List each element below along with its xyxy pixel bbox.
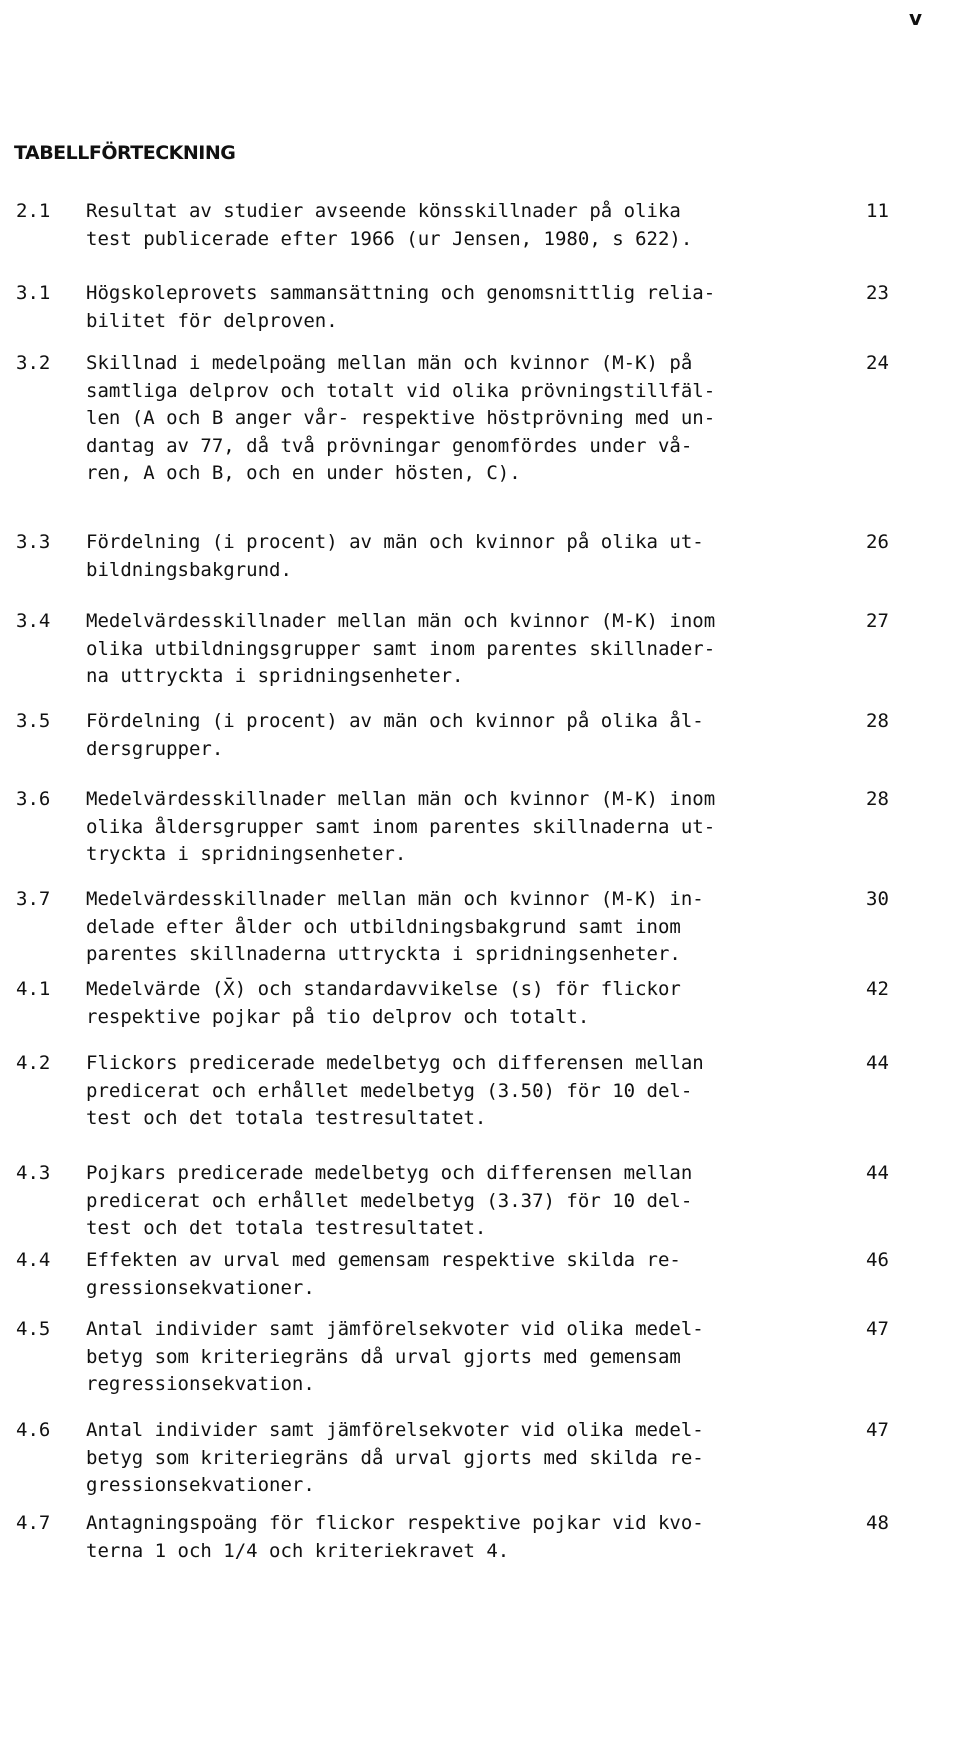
- caption-line: Pojkars predicerade medelbetyg och differensen mellan: [86, 1162, 693, 1184]
- table-number: 4.4: [16, 1249, 51, 1271]
- caption-line: Antagningspoäng för flickor respektive pojkar vid kvo-: [86, 1512, 704, 1534]
- table-number: 2.1: [16, 200, 51, 222]
- caption-line: dantag av 77, då två prövningar genomfördes under vå-: [86, 434, 693, 457]
- table-number: 4.3: [16, 1162, 51, 1184]
- table-caption: [86, 529, 826, 584]
- table-number: 3.5: [16, 710, 51, 732]
- page-reference: 27: [866, 610, 889, 632]
- page-reference: 42: [866, 978, 889, 1000]
- caption-line: Effekten av urval med gemensam respektive skilda re-: [86, 1249, 681, 1271]
- table-caption: [86, 1417, 826, 1500]
- table-number: 3.3: [16, 531, 51, 553]
- caption-line: respektive pojkar på tio delprov och totalt.: [86, 1005, 590, 1028]
- table-number: 4.5: [16, 1318, 51, 1340]
- table-caption: [86, 886, 826, 969]
- page-reference: 44: [866, 1162, 889, 1184]
- table-number: 3.1: [16, 282, 51, 304]
- caption-line: test publicerade efter 1966 (ur Jensen, 1980, s 622).: [86, 227, 693, 250]
- table-caption: [86, 1160, 826, 1243]
- table-number: 4.1: [16, 978, 51, 1000]
- page-reference: 28: [866, 788, 889, 810]
- table-caption: [86, 608, 826, 691]
- page-reference: 11: [866, 200, 889, 222]
- page-reference: 47: [866, 1419, 889, 1441]
- table-number: 4.7: [16, 1512, 51, 1534]
- caption-line: Fördelning (i procent) av män och kvinnor på olika ål-: [86, 710, 704, 732]
- page-reference: 24: [866, 352, 889, 374]
- table-number: 4.2: [16, 1052, 51, 1074]
- page-reference: 48: [866, 1512, 889, 1534]
- page-number: v: [908, 6, 922, 30]
- page-reference: 46: [866, 1249, 889, 1271]
- page-reference: 26: [866, 531, 889, 553]
- caption-line: predicerat och erhållet medelbetyg (3.50) för 10 del-: [86, 1079, 693, 1102]
- page-reference: 23: [866, 282, 889, 304]
- caption-line: Resultat av studier avseende könsskillnader på olika: [86, 200, 681, 222]
- caption-line: Antal individer samt jämförelsekvoter vid olika medel-: [86, 1419, 704, 1441]
- page-reference: 47: [866, 1318, 889, 1340]
- caption-line: dersgrupper.: [86, 737, 224, 760]
- table-number: 3.7: [16, 888, 51, 910]
- caption-line: bildningsbakgrund.: [86, 558, 292, 581]
- table-caption: [86, 1316, 826, 1399]
- table-caption: [86, 708, 826, 763]
- caption-line: gressionsekvationer.: [86, 1276, 315, 1299]
- table-caption: [86, 1050, 826, 1133]
- caption-line: betyg som kriteriegräns då urval gjorts med skilda re-: [86, 1446, 704, 1469]
- caption-line: predicerat och erhållet medelbetyg (3.37) för 10 del-: [86, 1189, 693, 1212]
- caption-line: olika åldersgrupper samt inom parentes skillnaderna ut-: [86, 815, 716, 838]
- caption-line: olika utbildningsgrupper samt inom parentes skillnader-: [86, 637, 716, 660]
- caption-line: betyg som kriteriegräns då urval gjorts med gemensam: [86, 1345, 681, 1368]
- table-number: 3.2: [16, 352, 51, 374]
- caption-line: delade efter ålder och utbildningsbakgrund samt inom: [86, 915, 681, 938]
- table-number: 3.6: [16, 788, 51, 810]
- caption-line: ren, A och B, och en under hösten, C).: [86, 462, 521, 484]
- caption-line: regressionsekvation.: [86, 1373, 315, 1395]
- caption-line: Fördelning (i procent) av män och kvinnor på olika ut-: [86, 531, 704, 553]
- caption-line: bilitet för delproven.: [86, 309, 338, 332]
- caption-line: tryckta i spridningsenheter.: [86, 843, 407, 865]
- table-caption: [86, 786, 826, 869]
- page-reference: 28: [866, 710, 889, 732]
- caption-line: test och det totala testresultatet.: [86, 1217, 487, 1239]
- table-number: 3.4: [16, 610, 51, 632]
- caption-line: Medelvärde (X̄) och standardavvikelse (s) för flickor: [86, 978, 681, 1000]
- caption-line: na uttryckta i spridningsenheter.: [86, 665, 464, 687]
- table-caption: [86, 280, 826, 335]
- caption-line: Flickors predicerade medelbetyg och differensen mellan: [86, 1052, 704, 1074]
- table-caption: [86, 1510, 826, 1565]
- caption-line: test och det totala testresultatet.: [86, 1107, 487, 1129]
- caption-line: Medelvärdesskillnader mellan män och kvinnor (M-K) inom: [86, 788, 716, 810]
- caption-line: samtliga delprov och totalt vid olika prövningstillfäl-: [86, 379, 716, 402]
- table-caption: [86, 350, 826, 488]
- caption-line: Högskoleprovets sammansättning och genomsnittlig relia-: [86, 282, 716, 304]
- table-caption: [86, 198, 826, 253]
- table-caption: [86, 1247, 826, 1302]
- page-title: TABELLFÖRTECKNING: [14, 142, 236, 164]
- caption-line: terna 1 och 1/4 och kriteriekravet 4.: [86, 1539, 510, 1562]
- caption-line: Medelvärdesskillnader mellan män och kvinnor (M-K) in-: [86, 888, 704, 910]
- caption-line: Skillnad i medelpoäng mellan män och kvinnor (M-K) på: [86, 352, 693, 374]
- page-reference: 44: [866, 1052, 889, 1074]
- table-caption: [86, 976, 826, 1031]
- caption-line: len (A och B anger vår- respektive höstprövning med un-: [86, 407, 716, 429]
- table-number: 4.6: [16, 1419, 51, 1441]
- page-reference: 30: [866, 888, 889, 910]
- caption-line: Antal individer samt jämförelsekvoter vid olika medel-: [86, 1318, 704, 1340]
- caption-line: parentes skillnaderna uttryckta i spridningsenheter.: [86, 943, 681, 965]
- caption-line: Medelvärdesskillnader mellan män och kvinnor (M-K) inom: [86, 610, 716, 632]
- caption-line: gressionsekvationer.: [86, 1474, 315, 1496]
